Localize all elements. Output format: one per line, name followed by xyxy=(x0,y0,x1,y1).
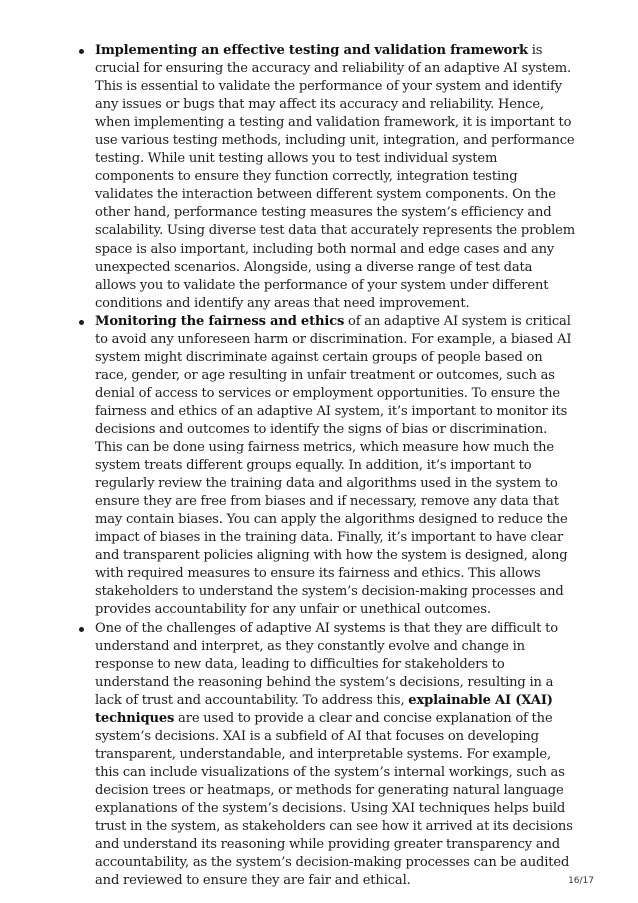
bullet-text-xai-before: One of the challenges of adaptive AI systems is that they are difficult to understand and interpret, as they constantly evolve and change in response to new data, leading to difficulties for stakeholders to understand the reasoning behind the system’s decisions, resulting in a lack of trust and accountability. To address this, xyxy=(95,620,558,708)
bullet-item-xai xyxy=(77,620,577,891)
bullet-bold-xai: explainable AI (XAI) techniques xyxy=(95,692,553,726)
bullet-text-testing: is crucial for ensuring the accuracy and reliability of an adaptive AI system. This is essential to validate the performance of your system and identify any issues or bugs that may affect its accuracy and reliability. Hence, when implementing a testing and validation framework, it is important to use various testing methods, including unit, integration, and performance testing. While unit testing allows you to test individual system components to ensure they function correctly, integration testing validates the interaction between different system components. On the other hand, performance testing measures the system’s efficiency and scalability. Using diverse test data that accurately represents the problem space is also important, including both normal and edge cases and any unexpected scenarios. Alongside, using a diverse range of test data allows you to validate the performance of your system under different conditions and identify any areas that need improvement. xyxy=(95,43,576,311)
bullet-list xyxy=(77,42,577,890)
bullet-text-fairness: of an adaptive AI system is critical to avoid any unforeseen harm or discrimination. For example, a biased AI system might discriminate against certain groups of people based on race, gender, or age resulting in unfair treatment or outcomes, such as denial of access to services or employment opportunities. To ensure the fairness and ethics of an adaptive AI system, it’s important to monitor its decisions and outcomes to identify the signs of bias or discrimination. This can be done using fairness metrics, which measure how much the system treats different groups equally. In addition, it’s important to regularly review the training data and algorithms used in the system to ensure they are free from biases and if necessary, remove any data that may contain biases. You can apply the algorithms designed to reduce the impact of biases in the training data. Finally, it’s important to have clear and transparent policies aligning with how the system is designed, along with required measures to ensure its fairness and ethics. This allows stakeholders to understand the system’s decision-making processes and provides accountability for any unfair or unethical outcomes. xyxy=(95,313,572,618)
bullet-lead-testing: Implementing an effective testing and validation framework xyxy=(95,43,528,58)
page-number: 16/17 xyxy=(568,876,594,886)
bullet-lead-fairness: Monitoring the fairness and ethics xyxy=(95,313,345,329)
bullet-item-testing-framework xyxy=(77,42,577,313)
bullet-text-xai-after: are used to provide a clear and concise explanation of the system’s decisions. XAI is a subfield of AI that focuses on developing transparent, understandable, and interpretable systems. For example, this can include visualizations of the system’s internal workings, such as decision trees or heatmaps, or methods for generating natural language explanations of the system’s decisions. Using XAI techniques helps build trust in the system, as stakeholders can see how it arrived at its decisions and understand its reasoning while providing greater transparency and accountability, as the system’s decision-making processes can be audited and reviewed to ensure they are fair and ethical. xyxy=(95,710,573,889)
bullet-item-fairness-ethics xyxy=(77,313,577,620)
